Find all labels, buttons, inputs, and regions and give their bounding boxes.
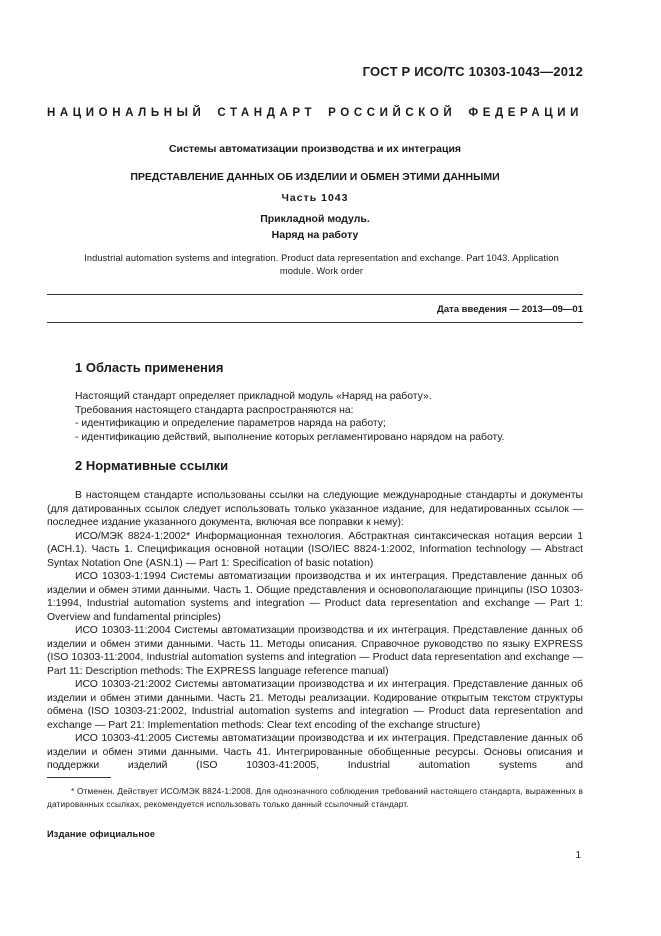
reference-paragraph: ИСО 10303-41:2005 Системы автоматизации производства и их интеграция. Представление данных об изделии и обмен этими данными. Часть 41. Интегрированные обобщенные ресурсы. Основы описания и поддержки изделий (ISO 10303-41:2005, Industrial automation systems and <box>47 733 583 771</box>
divider <box>47 322 583 323</box>
standard-title: ПРЕДСТАВЛЕНИЕ ДАННЫХ ОБ ИЗДЕЛИИ И ОБМЕН ЭТИМИ ДАННЫМИ <box>130 171 500 183</box>
reference-paragraph: В настоящем стандарте использованы ссылки на следующие международные стандарты и документы (для датированных ссылок следует использовать только указанное издание, для недатированных ссылок — последнее издание указанного документа, включая все поправки к нему): <box>47 490 583 528</box>
english-title-line: Industrial automation systems and integration. Product data representation and exchange. Part 1043. Application <box>84 253 559 263</box>
document-code: ГОСТ Р ИСО/ТС 10303-1043—2012 <box>362 64 583 79</box>
reference-paragraph: ИСО 10303-1:1994 Системы автоматизации производства и их интеграция. Представление данных об изделии и обмен этими данными. Часть 1. Общие представления и основополагающие принципы (ISO 10303-1:1994, Industrial automation systems and integration — Product data representation and exchange — Part 1: Overview and fundamental principles) <box>47 571 583 623</box>
divider <box>47 294 583 295</box>
scope-line: - идентификацию и определение параметров наряда на работу; <box>75 418 386 430</box>
banner-word: НАЦИОНАЛЬНЫЙ <box>47 107 206 119</box>
introduction-date: Дата введения — 2013—09—01 <box>437 304 583 315</box>
reference-paragraph: ИСО/МЭК 8824-1:2002* Информационная технология. Абстрактная синтаксическая нотация версии 1 (АСН.1). Часть 1. Спецификация основной нотации (ISO/IEC 8824-1:2002, Information technology — Abstract Syntax Notation One (ASN.1) — Part 1: Specification of basic notation) <box>47 530 583 569</box>
banner-word: ФЕДЕРАЦИИ <box>468 107 583 119</box>
module-title-line: Прикладной модуль. <box>260 213 370 225</box>
footnote: * Отменен. Действует ИСО/МЭК 8824-1:2008. Для однозначного соблюдения требований настоящего стандарта, выраженных в датированных ссылках, рекомендуется использовать только данный ссылочный стандарт. <box>47 786 583 809</box>
reference-paragraph: ИСО 10303-21:2002 Системы автоматизации производства и их интеграция. Представление данных об изделии и обмен этими данными. Часть 21. Методы реализации. Кодирование открытым текстом структуры обмена (ISO 10303-21:2002, Industrial automation systems and integration — Product data representation and exchange — Part 21: Implementation methods: Clear text encoding of the exchange structure) <box>47 679 583 731</box>
scope-line: Требования настоящего стандарта распространяются на: <box>75 404 354 416</box>
module-title-line: Наряд на работу <box>271 229 359 241</box>
module-title <box>47 211 583 243</box>
banner-word: СТАНДАРТ <box>217 107 317 119</box>
english-title <box>60 252 583 278</box>
page-number: 1 <box>575 850 581 861</box>
english-title-line: module. Work order <box>279 266 364 276</box>
section-heading-normative-references: 2 Нормативные ссылки <box>75 458 229 473</box>
section-heading-scope: 1 Область применения <box>75 360 224 375</box>
part-number: Часть 1043 <box>281 192 349 204</box>
scope-line: - идентификацию действий, выполнение которых регламентировано нарядом на работу. <box>75 431 505 443</box>
normative-references-text <box>47 489 583 773</box>
banner-word: РОССИЙСКОЙ <box>328 107 457 119</box>
scope-text <box>75 390 583 444</box>
series-title: Системы автоматизации производства и их интеграция <box>168 143 462 155</box>
edition-label: Издание официальное <box>47 829 156 839</box>
reference-paragraph: ИСО 10303-11:2004 Системы автоматизации производства и их интеграция. Представление данных об изделии и обмен этими данными. Часть 11. Методы описания. Справочное руководство по языку EXPRESS (ISO 10303-11:2004, Industrial automation systems and integration — Product data representation and exchange — Part 11: Description methods: The EXPRESS language reference manual) <box>47 625 583 677</box>
footnote-separator <box>47 777 111 778</box>
scope-line: Настоящий стандарт определяет прикладной модуль «Наряд на работу». <box>75 391 432 402</box>
national-standard-banner <box>47 107 583 119</box>
